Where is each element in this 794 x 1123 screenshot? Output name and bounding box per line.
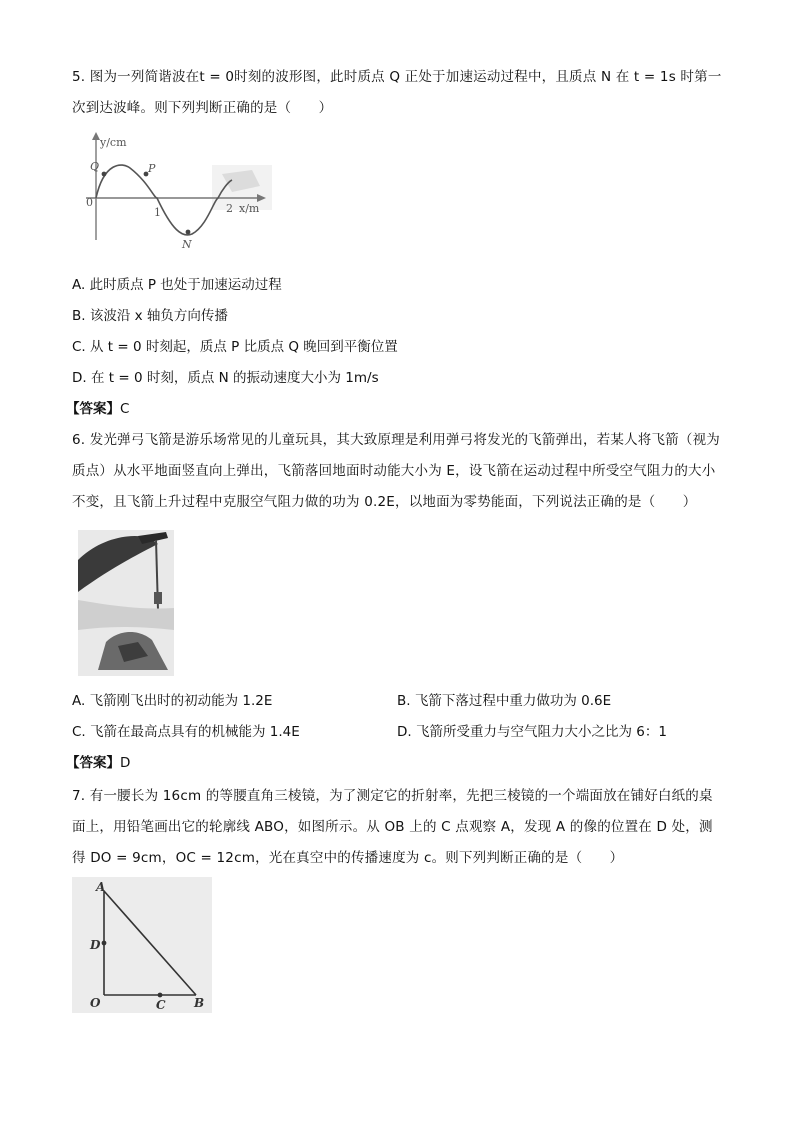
q6-answer bbox=[66, 753, 130, 773]
q7-stem: 7. 有一腰长为 16cm 的等腰直角三棱镜，为了测定它的折射率，先把三棱镜的一个端面放在铺好白纸的桌面上，用铅笔画出它的轮廓线 ABO，如图所示。从 OB 上的 C 点观察 A，发现 A 的像的位置在 D 处，测得 DO = 9cm，OC = 12cm，光在真空中的传播速度为 c。则下列判断正确的是（ ） bbox=[72, 788, 713, 866]
q7-label-d: D bbox=[90, 938, 101, 952]
q7-label-c: C bbox=[156, 998, 166, 1012]
q6-slingshot-photo bbox=[78, 530, 174, 676]
q5-origin-label: 0 bbox=[86, 196, 93, 209]
q5-stem: 5. 图为一列简谐波在t = 0时刻的波形图，此时质点 Q 正处于加速运动过程中，且质点 N 在 t = 1s 时第一次到达波峰。则下列判断正确的是（ ） bbox=[72, 69, 722, 116]
q7-label-o: O bbox=[90, 996, 101, 1010]
q6-option-b: B. 飞箭下落过程中重力做功为 0.6E bbox=[397, 693, 612, 709]
q6-answer-value: D bbox=[120, 755, 131, 771]
q6-option-d: D. 飞箭所受重力与空气阻力大小之比为 6：1 bbox=[397, 724, 667, 740]
q5-point-p-label: P bbox=[148, 162, 156, 175]
q5-answer bbox=[66, 399, 129, 419]
q5-option-c: C. 从 t = 0 时刻起，质点 P 比质点 Q 晚回到平衡位置 bbox=[72, 339, 398, 355]
q7-label-a: A bbox=[96, 880, 106, 894]
q5-option-d: D. 在 t = 0 时刻，质点 N 的振动速度大小为 1m/s bbox=[72, 370, 379, 386]
q5-point-q-label: Q bbox=[90, 160, 100, 173]
q5-option-a: A. 此时质点 P 也处于加速运动过程 bbox=[72, 277, 282, 293]
q5-answer-label: 【答案】 bbox=[66, 401, 120, 417]
q5-y-axis-label: y/cm bbox=[100, 136, 127, 149]
q5-wave-figure bbox=[82, 130, 282, 248]
q7-label-b: B bbox=[194, 996, 205, 1010]
q6-stem: 6. 发光弹弓飞箭是游乐场常见的儿童玩具，其大致原理是利用弹弓将发光的飞箭弹出，若某人将飞箭（视为质点）从水平地面竖直向上弹出，飞箭落回地面时动能大小为 E，设飞箭在运动过程中所受空气阻力的大小不变，且飞箭上升过程中克服空气阻力做的功为 0.2E，以地面为零势能面，下列说法正确的是（ ） bbox=[72, 432, 720, 510]
q5-tick-2: 2 bbox=[226, 202, 233, 215]
q6-option-c: C. 飞箭在最高点具有的机械能为 1.4E bbox=[72, 724, 300, 740]
q7-prism-figure bbox=[72, 877, 212, 1013]
q5-option-b: B. 该波沿 x 轴负方向传播 bbox=[72, 308, 228, 324]
q5-tick-1: 1 bbox=[154, 206, 161, 219]
q6-option-a: A. 飞箭刚飞出时的初动能为 1.2E bbox=[72, 693, 273, 709]
q5-answer-value: C bbox=[120, 401, 130, 417]
q5-x-axis-label: x/m bbox=[239, 202, 260, 215]
q5-point-n-label: N bbox=[182, 238, 192, 248]
q6-answer-label: 【答案】 bbox=[66, 755, 120, 771]
